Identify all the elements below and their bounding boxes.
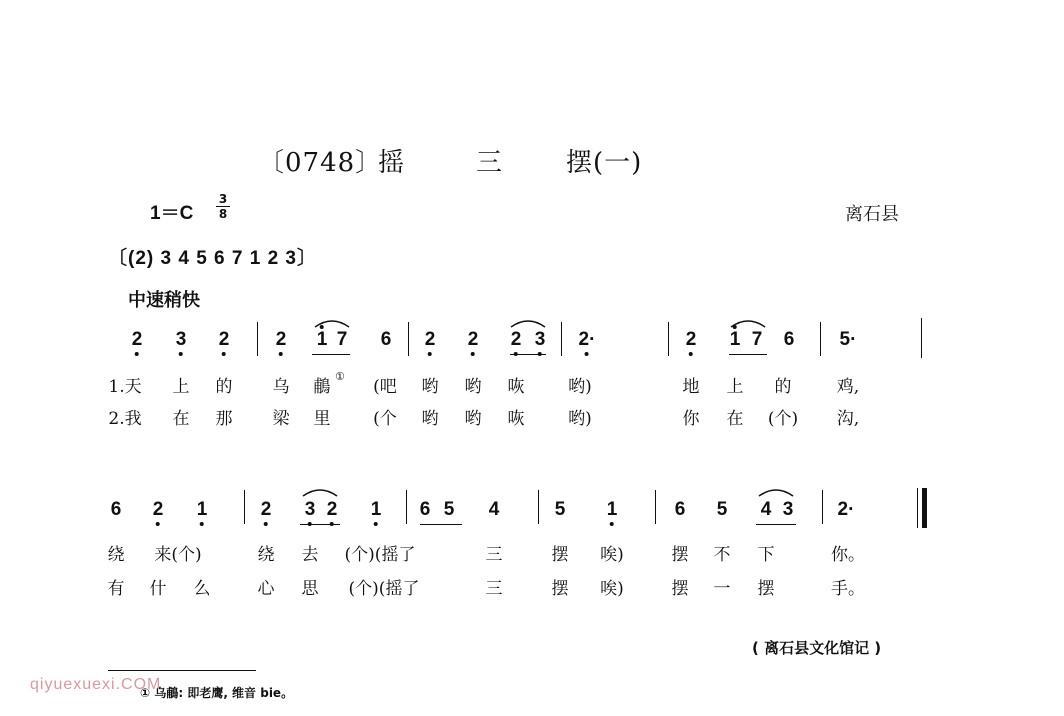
lyric-syllable: 梁 [272, 409, 290, 429]
lyric-syllable: 上 [726, 377, 744, 397]
jianpu-note: 3 [782, 499, 794, 520]
lyric-syllable: 三 [485, 545, 503, 565]
barline [538, 490, 539, 524]
lyric-syllable: 摆 [757, 579, 775, 599]
barline [668, 322, 669, 356]
time-sig-bottom: 8 [218, 207, 228, 221]
lyric-syllable: 上 [172, 377, 190, 397]
lyric-syllable: 鵏 [313, 377, 331, 397]
beam-underline [312, 354, 350, 355]
jianpu-note: 6 [674, 499, 686, 520]
key-signature: 1＝C [150, 203, 194, 224]
lyric-syllable: (个)(摇了 [344, 545, 416, 565]
song-title-char-1: 摇 [378, 148, 406, 178]
lyric-syllable: 有 [107, 579, 125, 599]
jianpu-note: 2 [132, 330, 143, 350]
jianpu-note: 2· [579, 330, 596, 350]
lyric-syllable: 心 [257, 579, 275, 599]
lyric-syllable: 地 [682, 377, 700, 397]
lyric-syllable: 1.天 [108, 377, 142, 397]
time-signature [216, 193, 230, 220]
lyric-syllable: 哟 [464, 409, 482, 429]
lyric-syllable: 三 [485, 579, 503, 599]
song-number: 〔0748〕 [258, 148, 383, 178]
jianpu-note: 2 [153, 500, 164, 520]
lyric-syllable: 的 [774, 377, 792, 397]
lyric-syllable: 一 [713, 579, 731, 599]
jianpu-note: 7 [336, 329, 348, 350]
lyric-syllable: 的 [215, 377, 233, 397]
origin-label: 离石县 [845, 204, 899, 225]
lyric-syllable: 不 [713, 545, 731, 565]
lyric-syllable: 绕 [107, 545, 125, 565]
slur-mark [730, 318, 766, 328]
lyric-syllable: 什 [149, 579, 167, 599]
barline [822, 490, 823, 524]
intro-line: 〔(2) 3 4 5 6 7 1 2 3〕 [108, 248, 317, 269]
jianpu-note: 6 [380, 329, 392, 350]
lyric-syllable: 唉) [600, 579, 624, 599]
lyric-syllable: 来(个) [154, 545, 202, 565]
jianpu-note: 1 [730, 330, 741, 350]
lyric-syllable: 你。 [831, 545, 865, 565]
lyric-syllable: 摆 [671, 545, 689, 565]
lyric-syllable: 在 [172, 409, 190, 429]
jianpu-note: 5 [716, 499, 728, 520]
lyric-syllable: 乌 [272, 377, 290, 397]
jianpu-note: 3 [176, 330, 187, 350]
jianpu-note: 6 [110, 499, 122, 520]
song-title-char-3: 摆(一) [566, 148, 643, 178]
footnote-ref: ① [335, 370, 345, 383]
lyric-syllable: 你 [682, 409, 700, 429]
lyric-syllable: 那 [215, 409, 233, 429]
jianpu-note: 1 [371, 500, 382, 520]
lyric-syllable: 么 [193, 579, 211, 599]
lyric-syllable: 鸡, [836, 377, 860, 397]
jianpu-note: 2 [511, 330, 522, 350]
jianpu-note: 2 [686, 330, 697, 350]
footnote-rule [108, 670, 256, 671]
barline-final-thick [922, 488, 927, 528]
lyric-syllable: 摆 [671, 579, 689, 599]
lyric-syllable: 里 [313, 409, 331, 429]
beam-underline [300, 524, 340, 525]
jianpu-note: 4 [760, 499, 772, 520]
lyric-syllable: 摆 [551, 545, 569, 565]
lyric-syllable: (个) [767, 409, 799, 429]
jianpu-note: 5 [443, 499, 455, 520]
slur-mark [302, 487, 338, 497]
jianpu-note: 1 [197, 500, 208, 520]
lyric-syllable: 哟) [568, 377, 592, 397]
jianpu-note: 2 [425, 330, 436, 350]
slur-mark [758, 487, 794, 497]
time-sig-top: 3 [218, 192, 228, 206]
lyric-syllable: 在 [726, 409, 744, 429]
beam-underline [756, 524, 796, 525]
barline [921, 318, 922, 358]
lyric-syllable: 下 [757, 545, 775, 565]
lyric-syllable: 摆 [551, 579, 569, 599]
barline [655, 490, 656, 524]
lyric-syllable: 咴 [507, 409, 525, 429]
jianpu-note: 1 [607, 500, 618, 520]
jianpu-note: 3 [305, 500, 316, 520]
barline-final-thin [917, 488, 918, 528]
lyric-syllable: 哟 [421, 409, 439, 429]
barline [408, 322, 409, 356]
jianpu-note: 2 [327, 500, 338, 520]
lyric-syllable: 唉) [600, 545, 624, 565]
source-credit: ( 离石县文化馆记 ) [752, 639, 882, 657]
jianpu-note: 5· [839, 329, 857, 350]
barline [820, 322, 821, 356]
lyric-syllable: 哟 [464, 377, 482, 397]
lyric-syllable: 手。 [831, 579, 865, 599]
lyric-syllable: 思 [301, 579, 319, 599]
jianpu-note: 6 [783, 329, 795, 350]
lyric-syllable: 绕 [257, 545, 275, 565]
beam-underline [510, 354, 546, 355]
lyric-syllable: 咴 [507, 377, 525, 397]
beam-underline [729, 354, 767, 355]
barline [244, 490, 245, 524]
barline [257, 322, 258, 356]
tempo-marking: 中速稍快 [128, 290, 200, 311]
song-title-char-2: 三 [476, 148, 504, 178]
jianpu-note: 5 [554, 499, 566, 520]
barline [561, 322, 562, 356]
footnote: ① 乌鵏: 即老鹰, 维音 bie。 [140, 686, 294, 700]
lyric-syllable: 去 [301, 545, 319, 565]
lyric-syllable: (个)(摇了 [348, 579, 420, 599]
jianpu-note: 2 [276, 330, 287, 350]
barline [406, 490, 407, 524]
jianpu-note: 1 [317, 330, 328, 350]
lyric-syllable: 2.我 [108, 409, 142, 429]
jianpu-note: 3 [535, 330, 546, 350]
slur-mark [510, 318, 546, 328]
beam-underline [420, 524, 462, 525]
lyric-syllable: 哟 [421, 377, 439, 397]
jianpu-note: 4 [488, 499, 500, 520]
lyric-syllable: (个 [373, 409, 397, 429]
jianpu-note: 6 [419, 499, 431, 520]
jianpu-note: 2 [219, 330, 230, 350]
jianpu-note: 2 [261, 500, 272, 520]
lyric-syllable: 哟) [568, 409, 592, 429]
jianpu-note: 2· [837, 499, 855, 520]
jianpu-note: 2 [468, 330, 479, 350]
lyric-syllable: (吧 [373, 377, 397, 397]
lyric-syllable: 沟, [836, 409, 860, 429]
jianpu-note: 7 [751, 329, 763, 350]
slur-mark [314, 318, 350, 328]
watermark: qiyuexuexi.COM [30, 676, 162, 693]
